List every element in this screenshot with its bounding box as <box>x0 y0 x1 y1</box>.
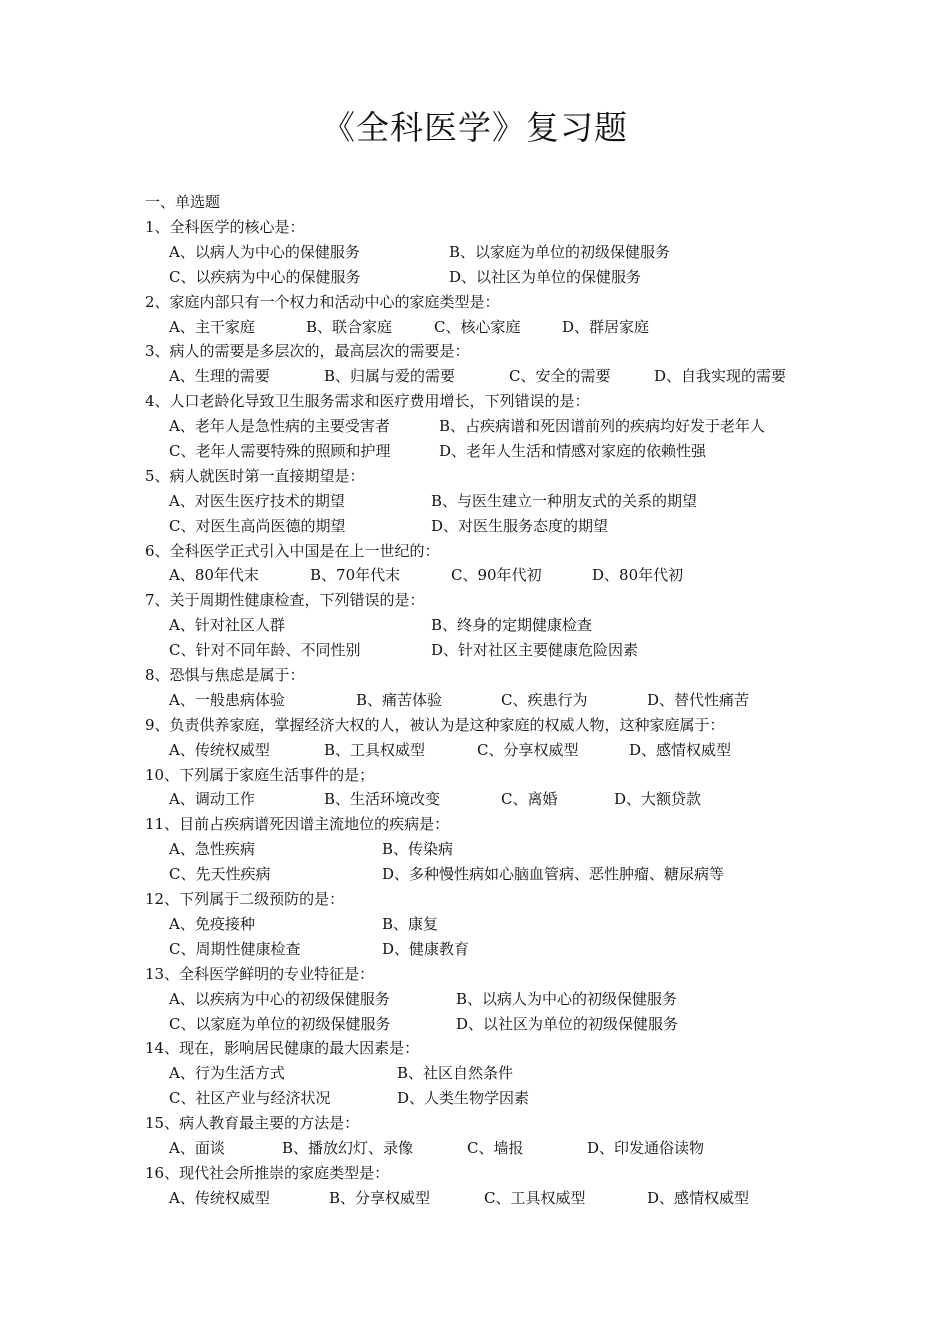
answer-option: C、老年人需要特殊的照顾和护理 <box>169 442 391 461</box>
answer-option: B、传染病 <box>382 840 454 859</box>
answer-option: A、急性疾病 <box>169 840 255 859</box>
answer-option: C、周期性健康检查 <box>169 939 301 958</box>
answer-option: A、行为生活方式 <box>169 1064 285 1083</box>
answer-option: B、联合家庭 <box>306 317 393 336</box>
option-row <box>145 240 825 265</box>
answer-option: B、与医生建立一种朋友式的关系的期望 <box>431 491 698 510</box>
answer-option: D、以社区为单位的初级保健服务 <box>456 1014 679 1033</box>
answer-option: D、人类生物学因素 <box>397 1089 530 1108</box>
question-stem: 10、下列属于家庭生活事件的是； <box>145 765 375 784</box>
answer-option: B、工具权威型 <box>324 740 426 759</box>
answer-option: D、替代性痛苦 <box>647 690 750 709</box>
question-stem: 13、全科医学鲜明的专业特征是： <box>145 964 375 983</box>
answer-option: B、康复 <box>382 914 439 933</box>
option-row <box>145 837 825 862</box>
answer-option: C、社区产业与经济状况 <box>169 1089 331 1108</box>
answer-option: B、归属与爱的需要 <box>324 367 456 386</box>
option-row <box>145 1061 825 1086</box>
option-row <box>145 364 825 389</box>
answer-option: D、对医生服务态度的期望 <box>431 516 609 535</box>
answer-option: D、自我实现的需要 <box>654 367 787 386</box>
question-stem: 9、负责供养家庭，掌握经济大权的人，被认为是这种家庭的权威人物，这种家庭属于： <box>145 715 725 734</box>
answer-option: C、墙报 <box>467 1138 524 1157</box>
option-row <box>145 514 825 539</box>
answer-option: A、对医生医疗技术的期望 <box>169 491 345 510</box>
answer-option: A、生理的需要 <box>169 367 270 386</box>
answer-option: C、以家庭为单位的初级保健服务 <box>169 1014 391 1033</box>
answer-option: C、对医生高尚医德的期望 <box>169 516 346 535</box>
option-row <box>145 862 825 887</box>
answer-option: B、分享权威型 <box>329 1188 431 1207</box>
option-row <box>145 987 825 1012</box>
answer-option: A、老年人是急性病的主要受害者 <box>169 417 390 436</box>
answer-option: A、一般患病体验 <box>169 690 285 709</box>
question-stem: 2、家庭内部只有一个权力和活动中心的家庭类型是： <box>145 292 500 311</box>
option-row <box>145 1186 825 1211</box>
answer-option: D、感情权威型 <box>629 740 732 759</box>
option-row <box>145 787 825 812</box>
question-stem: 3、病人的需要是多层次的，最高层次的需要是： <box>145 342 470 361</box>
answer-option: B、痛苦体验 <box>356 690 443 709</box>
answer-option: A、主干家庭 <box>169 317 255 336</box>
question-stem: 12、下列属于二级预防的是： <box>145 890 345 909</box>
answer-option: C、安全的需要 <box>509 367 611 386</box>
answer-option: D、针对社区主要健康危险因素 <box>431 641 639 660</box>
answer-option: D、群居家庭 <box>562 317 650 336</box>
answer-option: C、针对不同年龄、不同性别 <box>169 641 361 660</box>
answer-option: B、占疾病谱和死因谱前列的疾病均好发于老年人 <box>439 417 766 436</box>
option-row <box>145 1012 825 1037</box>
answer-option: D、老年人生活和情感对家庭的依赖性强 <box>439 442 707 461</box>
option-row <box>145 738 825 763</box>
question-stem: 1、全科医学的核心是： <box>145 218 305 236</box>
answer-option: C、90年代初 <box>451 566 542 585</box>
answer-option: D、以社区为单位的保健服务 <box>449 267 642 286</box>
option-row <box>145 489 825 514</box>
question-list <box>145 215 825 1211</box>
question-stem: 4、人口老龄化导致卫生服务需求和医疗费用增长，下列错误的是： <box>145 392 590 411</box>
answer-option: A、面谈 <box>169 1138 225 1157</box>
answer-option: D、健康教育 <box>382 939 470 958</box>
answer-option: B、生活环境改变 <box>324 790 441 809</box>
option-row <box>145 439 825 464</box>
answer-option: A、传统权威型 <box>169 740 270 759</box>
answer-option: A、以病人为中心的保健服务 <box>169 242 360 261</box>
question-stem: 14、现在，影响居民健康的最大因素是： <box>145 1039 420 1058</box>
answer-option: C、先天性疾病 <box>169 865 271 884</box>
question-stem: 6、全科医学正式引入中国是在上一世纪的： <box>145 541 440 560</box>
option-row <box>145 613 825 638</box>
question-stem: 11、目前占疾病谱死因谱主流地位的疾病是： <box>145 815 450 834</box>
answer-option: D、80年代初 <box>592 566 684 585</box>
answer-option: B、70年代末 <box>310 566 401 585</box>
answer-option: C、工具权威型 <box>484 1188 586 1207</box>
question-stem: 16、现代社会所推崇的家庭类型是： <box>145 1163 390 1182</box>
answer-option: D、大额贷款 <box>614 790 702 809</box>
option-row <box>145 563 825 588</box>
section-heading: 一、单选题 <box>145 193 221 211</box>
option-row <box>145 414 825 439</box>
answer-option: B、终身的定期健康检查 <box>431 616 593 635</box>
option-row <box>145 1136 825 1161</box>
answer-option: B、社区自然条件 <box>397 1064 514 1083</box>
question-stem: 15、病人教育最主要的方法是： <box>145 1114 360 1133</box>
answer-option: A、免疫接种 <box>169 914 255 933</box>
answer-option: C、以疾病为中心的保健服务 <box>169 267 361 286</box>
answer-option: D、多种慢性病如心脑血管病、恶性肿瘤、糖尿病等 <box>382 865 725 884</box>
option-row <box>145 937 825 962</box>
answer-option: A、传统权威型 <box>169 1188 270 1207</box>
answer-option: A、针对社区人群 <box>169 616 285 635</box>
option-row <box>145 638 825 663</box>
answer-option: B、以病人为中心的初级保健服务 <box>456 989 678 1008</box>
answer-option: C、分享权威型 <box>477 740 579 759</box>
option-row <box>145 912 825 937</box>
answer-option: C、核心家庭 <box>434 317 521 336</box>
option-row <box>145 1086 825 1111</box>
answer-option: A、调动工作 <box>169 790 255 809</box>
question-stem: 8、恐惧与焦虑是属于： <box>145 666 305 685</box>
answer-option: B、以家庭为单位的初级保健服务 <box>449 242 671 261</box>
question-stem: 7、关于周期性健康检查，下列错误的是： <box>145 591 425 610</box>
option-row <box>145 265 825 290</box>
document-title: 《全科医学》复习题 <box>322 108 628 147</box>
question-stem: 5、病人就医时第一直接期望是： <box>145 466 365 485</box>
answer-option: D、感情权威型 <box>647 1188 750 1207</box>
answer-option: B、播放幻灯、录像 <box>282 1138 414 1157</box>
option-row <box>145 315 825 340</box>
answer-option: C、离婚 <box>501 790 558 809</box>
answer-option: A、以疾病为中心的初级保健服务 <box>169 989 390 1008</box>
answer-option: C、疾患行为 <box>501 690 588 709</box>
answer-option: D、印发通俗读物 <box>587 1138 705 1157</box>
option-row <box>145 688 825 713</box>
answer-option: A、80年代末 <box>169 566 259 585</box>
